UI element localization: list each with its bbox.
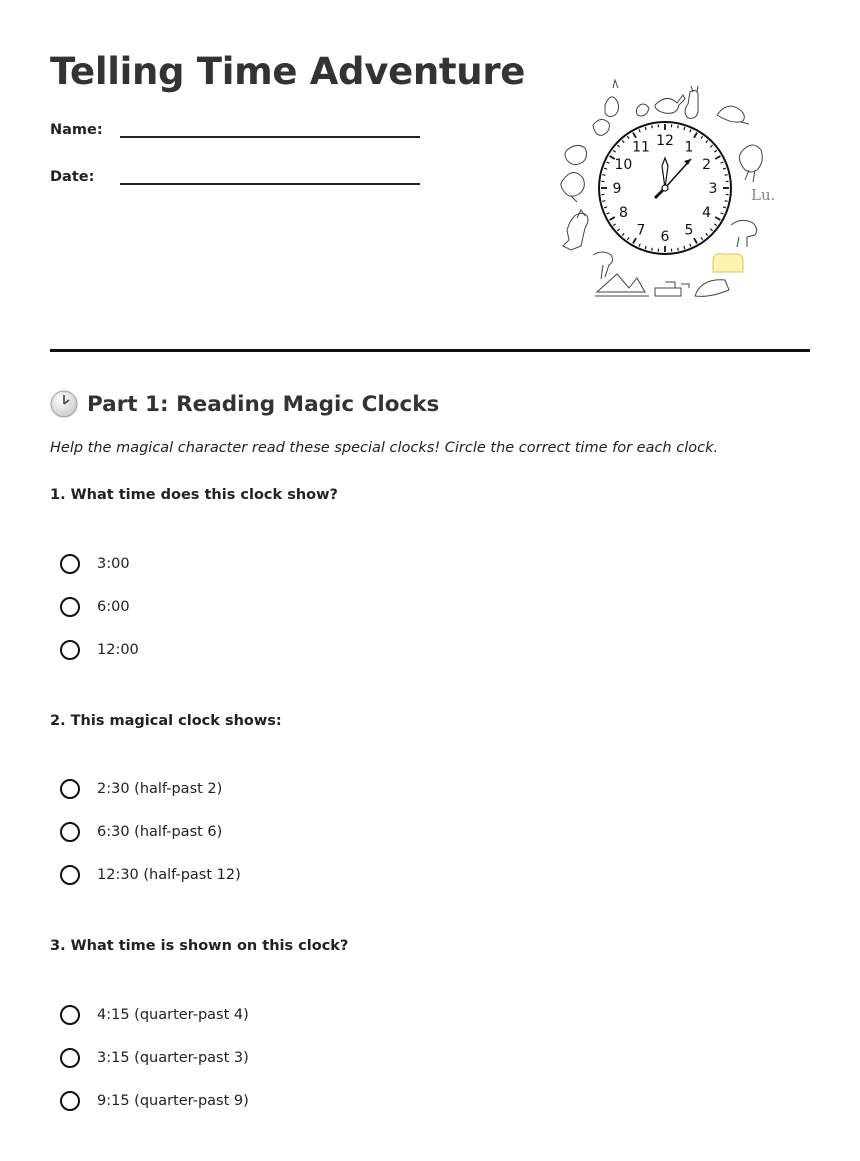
clock-number: 2 — [702, 157, 712, 173]
section-title-text: Part 1: Reading Magic Clocks — [87, 391, 440, 417]
clock-number: 4 — [702, 205, 712, 221]
radio-circle[interactable] — [60, 1091, 80, 1111]
question-3: 3. What time is shown on this clock? — [50, 938, 349, 954]
clock-number: 10 — [614, 157, 633, 173]
option-label: 4:15 (quarter-past 4) — [97, 1007, 249, 1023]
option-label: 12:30 (half-past 12) — [97, 867, 241, 883]
clock-tick — [725, 175, 728, 176]
clock-number: 3 — [708, 181, 718, 197]
date-line[interactable] — [120, 183, 420, 185]
radio-circle[interactable] — [60, 554, 80, 574]
radio-circle[interactable] — [60, 1048, 80, 1068]
clock-number: 8 — [618, 205, 628, 221]
answer-option[interactable] — [60, 1002, 249, 1028]
option-label: 3:15 (quarter-past 3) — [97, 1050, 249, 1066]
clock-tick — [652, 248, 653, 251]
date-label: Date: — [50, 169, 95, 185]
answer-option[interactable] — [60, 819, 222, 845]
section-title — [50, 390, 439, 418]
date-field — [50, 169, 94, 185]
clock-center — [662, 185, 668, 191]
name-label: Name: — [50, 122, 103, 138]
clock-number: 5 — [684, 222, 694, 239]
clock-icon — [50, 390, 78, 418]
answer-option[interactable] — [60, 1045, 249, 1071]
name-line[interactable] — [120, 136, 420, 138]
clock-number: 9 — [612, 181, 622, 197]
clock-tick — [678, 125, 679, 128]
clock-number: 7 — [636, 222, 646, 239]
name-field — [50, 122, 103, 138]
option-label: 3:00 — [97, 556, 130, 572]
worksheet-title: Telling Time Adventure — [50, 50, 526, 93]
option-label: 6:30 (half-past 6) — [97, 824, 223, 840]
answer-option[interactable] — [60, 551, 130, 577]
clock-number: 1 — [684, 139, 694, 156]
radio-circle[interactable] — [60, 865, 80, 885]
clock-number: 11 — [632, 139, 650, 156]
answer-option[interactable] — [60, 862, 241, 888]
clock-number: 6 — [660, 229, 670, 245]
clock-tick — [602, 175, 605, 176]
radio-circle[interactable] — [60, 640, 80, 660]
clock-tick — [725, 201, 728, 202]
option-label: 12:00 — [97, 642, 139, 658]
answer-option[interactable] — [60, 1088, 249, 1114]
artist-signature: Lu. — [751, 186, 776, 204]
radio-circle[interactable] — [60, 779, 80, 799]
answer-option[interactable] — [60, 637, 139, 663]
answer-option[interactable] — [60, 594, 130, 620]
radio-circle[interactable] — [60, 1005, 80, 1025]
option-label: 6:00 — [97, 599, 130, 615]
section-instructions: Help the magical character read these special clocks! Circle the correct time for each clock. — [50, 440, 719, 456]
question-1: 1. What time does this clock show? — [50, 487, 338, 503]
section-divider — [50, 349, 810, 352]
option-label: 2:30 (half-past 2) — [97, 781, 223, 797]
clock-illustration — [555, 70, 795, 310]
radio-circle[interactable] — [60, 597, 80, 617]
radio-circle[interactable] — [60, 822, 80, 842]
question-2: 2. This magical clock shows: — [50, 713, 282, 729]
clock-tick — [652, 125, 653, 128]
clock-number: 12 — [656, 133, 674, 149]
clock-tick — [602, 201, 605, 202]
clock-tick — [678, 248, 679, 251]
option-label: 9:15 (quarter-past 9) — [97, 1093, 249, 1109]
answer-option[interactable] — [60, 776, 222, 802]
